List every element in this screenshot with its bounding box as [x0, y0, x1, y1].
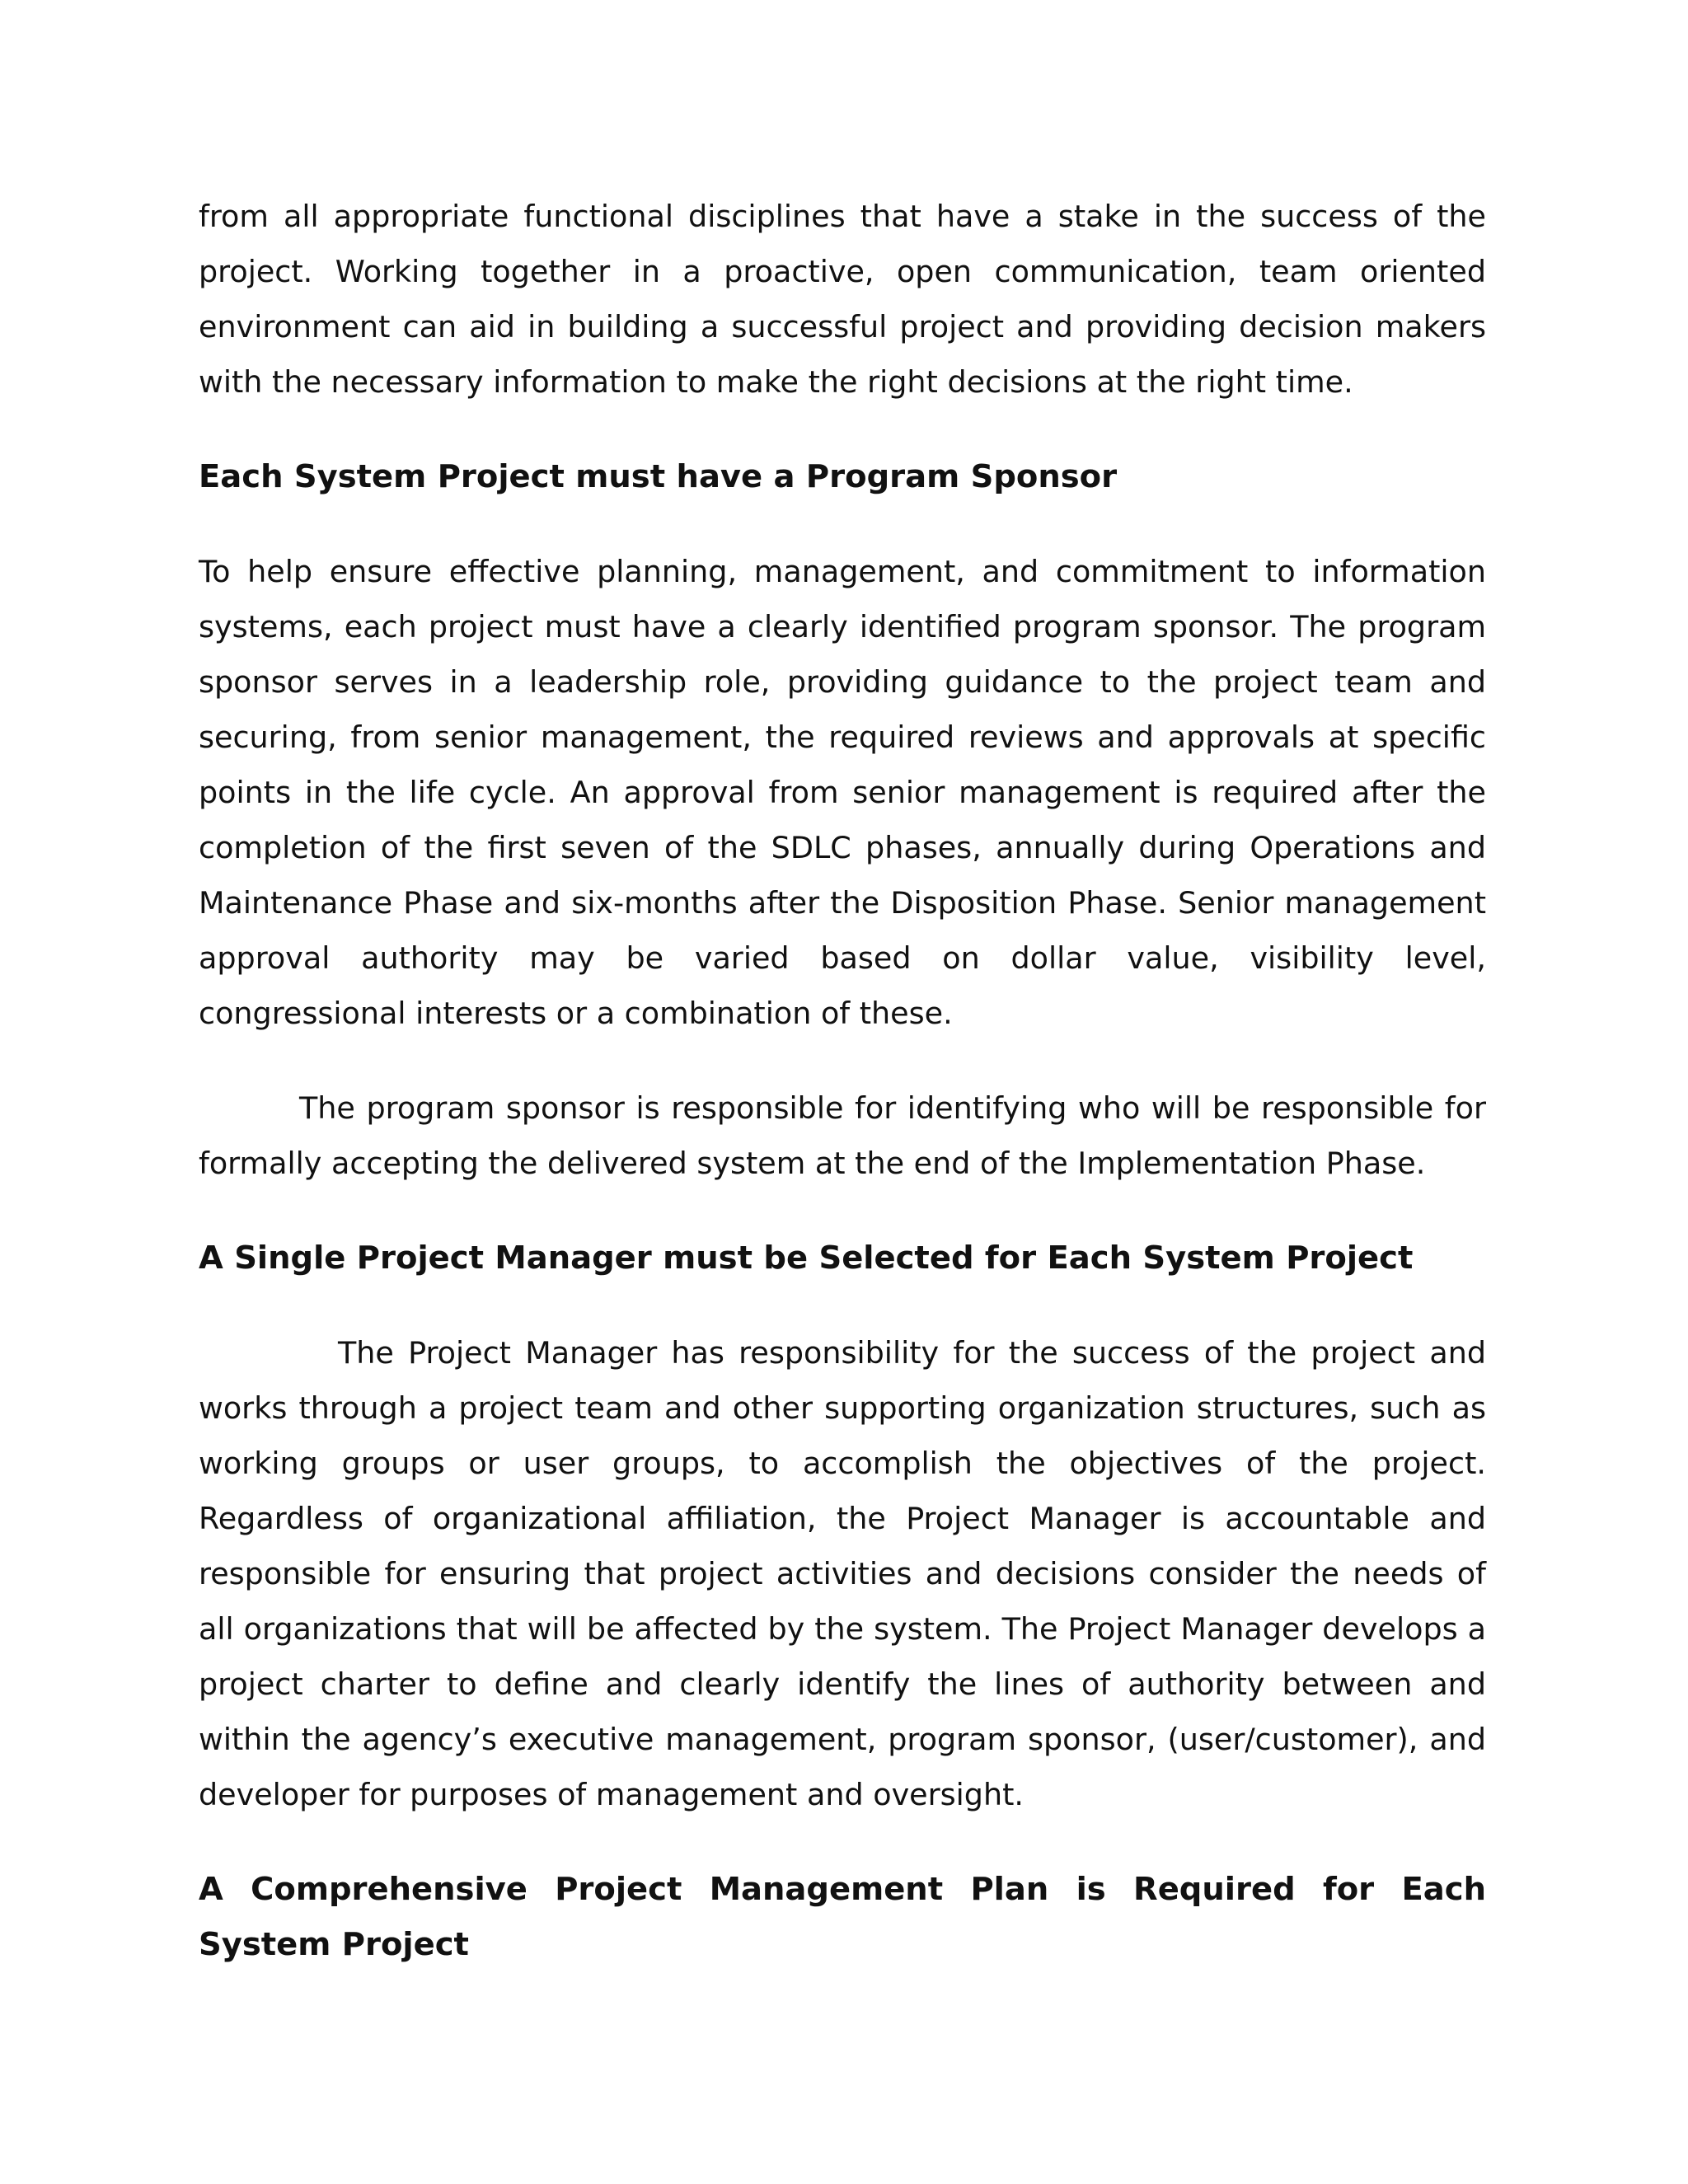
- program-sponsor-heading: Each System Project must have a Program Sponsor: [199, 458, 1118, 495]
- spacer: [199, 504, 1486, 544]
- spacer: [199, 1822, 1486, 1862]
- spacer: [199, 1286, 1486, 1325]
- project-manager-paragraph: The Project Manager has responsibility for the success of the project and works through a project team and other supporting organization structures, such as working groups or user groups, to accomplish the objectives of the project. Regardless of organizational affiliation, the Project Manager is accountable and responsible for ensuring that project activities and decisions consider the needs of all organizations that will be affected by the system. The Project Manager develops a project charter to define and clearly identify the lines of authority between and within the agency’s executive management, program sponsor, (user/customer), and developer for purposes of management and oversight.: [199, 1335, 1486, 1812]
- spacer: [199, 1041, 1486, 1080]
- project-manager-heading: A Single Project Manager must be Selected for Each System Project: [199, 1240, 1414, 1277]
- sponsor-main-paragraph: To help ensure effective planning, management, and commitment to information systems, each project must have a clearly identified program sponsor. The program sponsor serves in a leadership role, providing guidance to the project team and securing, from senior management, the required reviews and approvals at specific points in the life cycle. An approval from senior management is required after the completion of the first seven of the SDLC phases, annually during Operations and Maintenance Phase and six-months after the Disposition Phase. Senior management approval authority may be varied based on dollar value, visibility level, congressional interests or a combination of these.: [199, 554, 1486, 1031]
- sponsor-acceptance-paragraph: The program sponsor is responsible for identifying who will be responsible for formally accepting the delivered system at the end of the Implementation Phase.: [199, 1090, 1486, 1181]
- intro-continuation-paragraph: from all appropriate functional disciplines that have a stake in the success of the project. Working together in a proactive, open communication, team oriented environment can aid in building a successful project and providing decision makers with the necessary information to make the right decisions at the right time.: [199, 199, 1486, 400]
- management-plan-heading: A Comprehensive Project Management Plan is Required for Each System Project: [199, 1871, 1486, 1963]
- spacer: [199, 410, 1486, 449]
- spacer: [199, 1191, 1486, 1230]
- document-body: [199, 189, 1486, 1972]
